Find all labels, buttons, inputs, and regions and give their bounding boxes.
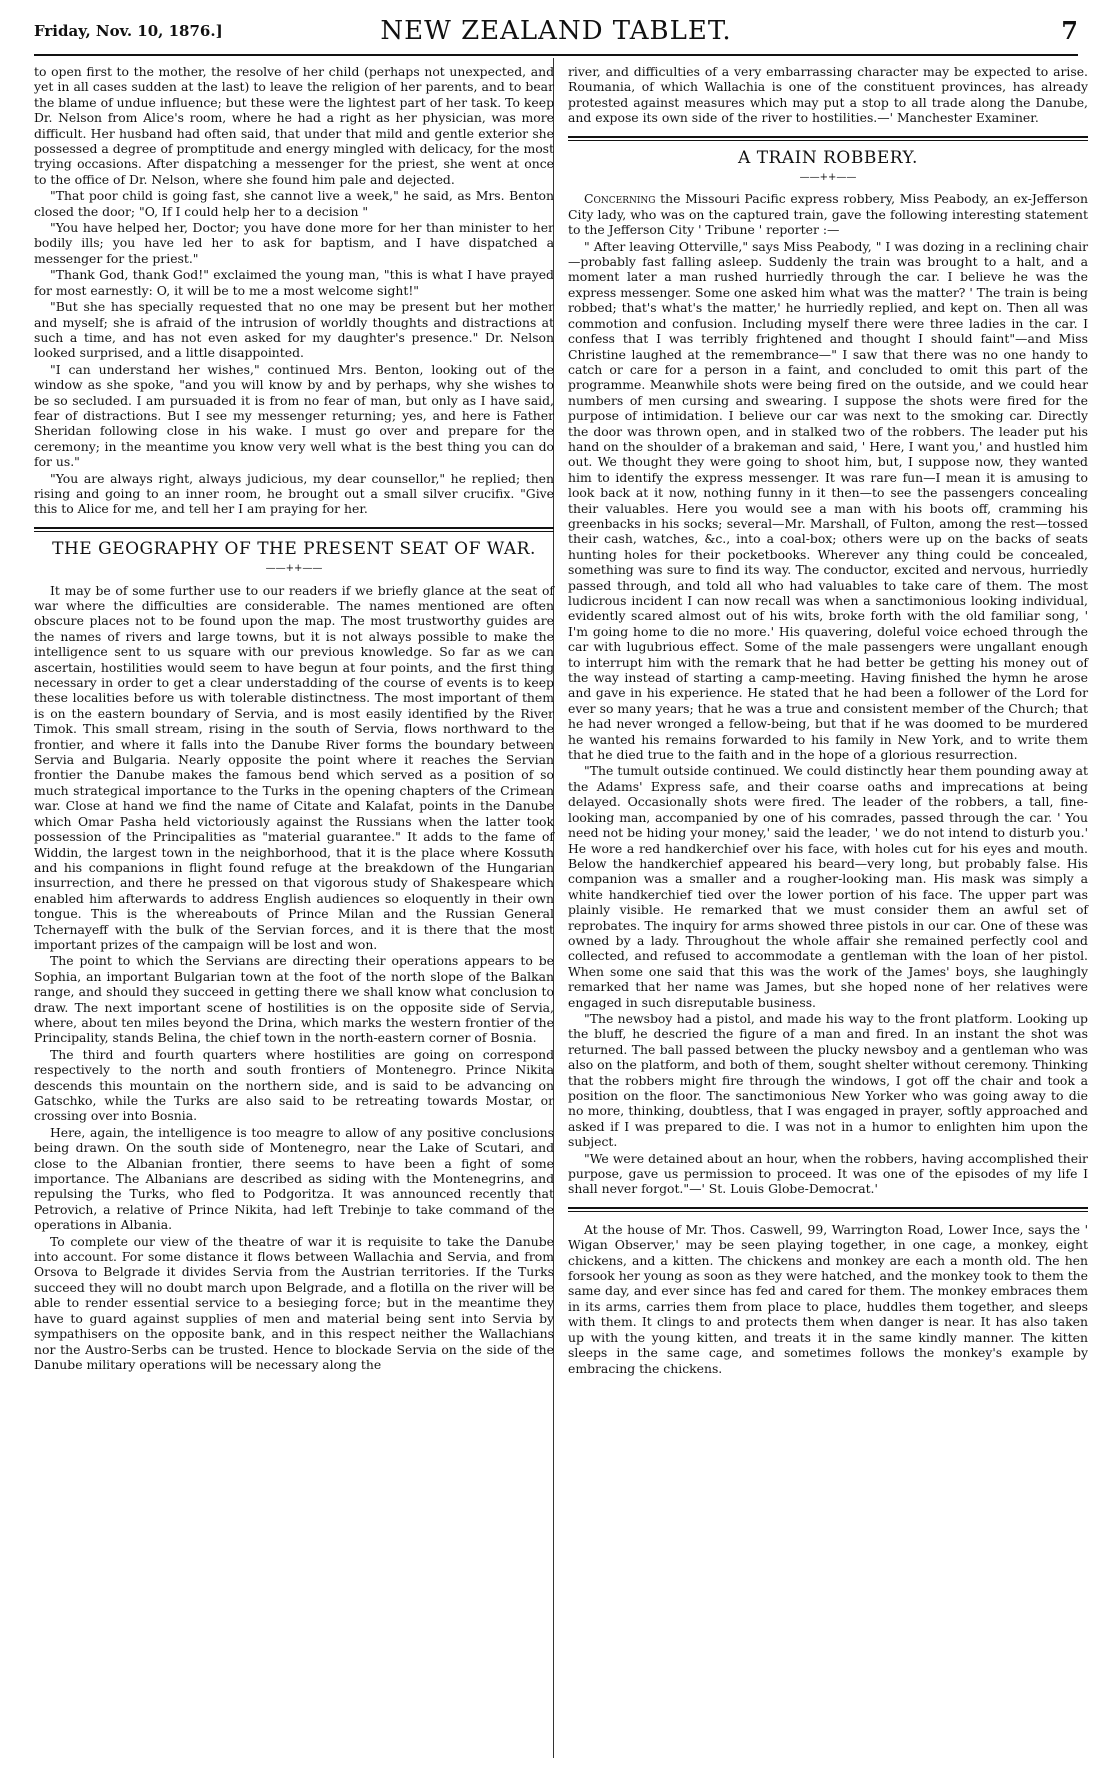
section-divider	[568, 136, 1088, 141]
story-paragraph: "Thank God, thank God!" exclaimed the young man, "this is what I have prayed for most earnestly: O, it will be to me a most welcome sight!"	[34, 267, 554, 298]
story-paragraph: "That poor child is going fast, she cannot live a week," he said, as Mrs. Benton closed the door; "O, If I could help her to a decision "	[34, 188, 554, 219]
story-paragraph: "I can understand her wishes," continued Mrs. Benton, looking out of the window as she spoke, "and you will know by and by perhaps, why she wishes to be so secluded. I am pursuaded it is from no fear of man, but only as I have said, fear of distractions. But I see my messenger returning; yes, and here is Father Sheridan following close in his wake. I must go over and prepare for the ceremony; in the meantime you know very well what is the best thing you can do for us."	[34, 361, 554, 470]
issue-date: Friday, Nov. 10, 1876.]	[34, 22, 223, 40]
article-paragraph: The third and fourth quarters where hostilities are going on correspond respectively to the north and south frontiers of Montenegro. Prince Nikita descends this mountain on the northern side, and is said to be advancing on Gatschko, while the Turks are also said to be retreating towards Mostar, or crossing over into Bosnia.	[34, 1046, 554, 1124]
title-ornament: ——++——	[799, 172, 857, 184]
lead-word: Concerning	[584, 191, 656, 207]
article-paragraph: Here, again, the intelligence is too meagre to allow of any positive conclusions being drawn. On the south side of Montenegro, near the Lake of Scutari, and close to the Albanian frontier, there seems to have been a fight of some importance. The Albanians are described as siding with the Montenegrins, and repulsing the Turks, who fled to Podgoritza. It was announced recently that Petrovich, a relative of Prince Nikita, had left Trebinje to take command of the operations in Albania.	[34, 1124, 554, 1233]
story-paragraph: to open first to the mother, the resolve of her child (perhaps not unexpected, and yet in all cases sudden at the last) to leave the religion of her parents, and to bear the blame of undue influence; but these were the lightest part of her task. To keep Dr. Nelson from Alice's room, where he had a right as her physician, was more difficult. Her husband had often said, that under that mild and gentle exterior she possessed a degree of promptitude and energy mingled with delicacy, for the most trying occasions. After dispatching a messenger for the priest, she went at once to the office of Dr. Nelson, where she found him pale and dejected.	[34, 64, 554, 187]
article-paragraph: To complete our view of the theatre of war it is requisite to take the Danube into account. For some distance it flows between Wallachia and Servia, and from Orsova to Belgrade it divides Servia from the Austrian territories. If the Turks succeed they will no doubt march upon Belgrade, and a flotilla on the river will be able to render essential service to a besieging force; but in the meantime they have to guard against supplies of men and material being sent into Servia by sympathisers on the opposite bank, and in this respect neither the Wallachians nor the Austro-Serbs can be trusted. Hence to blockade Servia on the side of the Danube military operations will be necessary along the	[34, 1233, 554, 1372]
story-paragraph: "But she has specially requested that no one may be present but her mother and myself; she is afraid of the intrusion of worldly thoughts and distractions at such a time, and has not even asked for my daughter's presence." Dr. Nelson looked surprised, and a little disappointed.	[34, 299, 554, 361]
newspaper-title: NEW ZEALAND TABLET.	[380, 16, 732, 46]
monkey-paragraph: At the house of Mr. Thos. Caswell, 99, Warrington Road, Lower Ince, says the ' Wigan Observer,' may be seen playing together, in one cage, a monkey, eight chickens, and a kitten. The chickens and monkey are each a month old. The hen forsook her young as soon as they were hatched, and the monkey took to them the same day, and ever since has fed and cared for them. The monkey embraces them in its arms, carries them from place to place, huddles them together, and sleeps with them. It clings to and protects them when danger is near. It has also taken up with the young kitten, and treats it in the same kindly manner. The kitten sleeps in the same cage, and sometimes follows the monkey's example by embracing the chickens.	[568, 1221, 1088, 1376]
article-title-train-robbery: A TRAIN ROBBERY.	[738, 147, 918, 168]
article-paragraph: "We were detained about an hour, when the robbers, having accomplished their purpose, gave us permission to proceed. It was one of the episodes of my life I shall never forgot."—' St. Louis Globe-Democrat.'	[568, 1150, 1088, 1197]
article-paragraph: It may be of some further use to our readers if we briefly glance at the seat of war where the difficulties are considerable. The names mentioned are often obscure places not to be found upon the map. The most trustworthy guides are the names of rivers and large towns, but it is not always possible to make the intelligence sent to us square with our previous knowledge. So far as we can ascertain, hostilities would seem to have begun at four points, and the first thing necessary in order to get a clear understadding of the course of events is to keep these localities before us with tolerable distinctness. The most important of them is on the eastern boundary of Servia, and is most easily identified by the River Timok. This small stream, rising in the south of Servia, flows northward to the frontier, and where it falls into the Danube River forms the boundary between Servia and Bulgaria. Nearly opposite the point where it reaches the Servian frontier the Danube makes the famous bend which served as a position of so much strategical importance to the Turks in the opening chapters of the Crimean war. Close at hand we find the name of Citate and Kalafat, points in the Danube which Omar Pasha held victoriously against the Russians when the latter took possession of the Principalities as "material guarantee." It adds to the fame of Widdin, the largest town in the neighborhood, that it is the place where Kossuth and his companions in flight found refuge at the breakdown of the Hungarian insurrection, and there he pressed on that vigorous study of Shakespeare which enabled him afterwards to address English audiences so eloquently in their own tongue. This is the whereabouts of Prince Milan and the Russian General Tchernayeff with the bulk of the Servian forces, and it is there that the most important prizes of the campaign will be lost and won.	[34, 582, 554, 952]
story-paragraph: "You are always right, always judicious, my dear counsellor," he replied; then rising and going to an inner room, he brought out a small silver crucifix. "Give this to Alice for me, and tell her I am praying for her.	[34, 470, 554, 517]
title-ornament: ——++——	[265, 563, 323, 575]
section-divider	[568, 1207, 1088, 1212]
article-title-geography: THE GEOGRAPHY OF THE PRESENT SEAT OF WAR.	[52, 538, 536, 559]
article-paragraph: "The tumult outside continued. We could distinctly hear them pounding away at the Adams' Express safe, and their coarse oaths and imprecations at being delayed. Occasionally shots were fired. The leader of the robbers, a tall, fine-looking man, accompanied by one of his comrades, passed through the car. ' You need not be hiding your money,' said the leader, ' we do not intend to disturb you.' He wore a red handkerchief over his face, with holes cut for his eyes and mouth. Below the handkerchief appeared his beard—very long, but probably false. His companion was a smaller and a rougher-looking man. His mask was simply a white handkerchief tied over the lower portion of his face. The upper part was plainly visible. He remarked that we must consider them an awful set of reprobates. The inquiry for arms showed three pistols in our car. One of these was owned by a lady. Throughout the whole affair she remained perfectly cool and collected, and refused to accommodate a gentleman with the loan of her pistol. When some one said that this was the work of the James' boys, she laughingly remarked that her name was James, but she hoped none of her relatives were engaged in such disreputable business.	[568, 763, 1088, 1010]
war-article-continued: river, and difficulties of a very embarrassing character may be expected to arise. Roumania, of which Wallachia is one of the constituent provinces, has already protested against measures which may put a stop to all trade along the Danube, and expose its own side of the river to hostilities.—' Manchester Examiner.	[568, 64, 1088, 126]
lead-text: the Missouri Pacific express robbery, Miss Peabody, an ex-Jefferson City lady, who was on the captured train, gave the following interesting statement to the Jefferson City ' Tribune ' reporter :—	[568, 191, 1088, 238]
article-paragraph: "The newsboy had a pistol, and made his way to the front platform. Looking up the bluff, he descried the figure of a man and fired. In an instant the shot was returned. The ball passed between the plucky newsboy and a gentleman who was also on the platform, and both of them, sought shelter without ceremony. Thinking that the robbers might fire through the windows, I got off the chair and took a position on the floor. The sanctimonious New Yorker who was going away to die no more, thinking, doubtless, that I was engaged in prayer, softly approached and asked if I was prepared to die. I was not in a humor to enlighten him upon the subject.	[568, 1010, 1088, 1150]
article-paragraph: " After leaving Otterville," says Miss Peabody, " I was dozing in a reclining chair—probably fast falling asleep. Suddenly the train was brought to a halt, and a moment later a man rushed hurriedly through the car. I believe he was the express messenger. Some one asked him what was the matter? ' The train is being robbed; that's what's the matter,' he hurriedly replied, and kept on. Then all was commotion and confusion. Including myself there were three ladies in the car. I confess that I was terribly frightened and thought I should faint"—and Miss Christine laughed at the remembrance—" I saw that there was no one handy to catch or care for a person in a faint, and concluded to omit this part of the programme. Meanwhile shots were being fired on the outside, and we could hear numbers of men cursing and swearing. I suppose the shots were fired for the purpose of intimidation. I believe our car was next to the smoking car. Directly the door was thrown open, and in stalked two of the robbers. The leader put his hand on the shoulder of a brakeman and said, ' Here, I want you,' and hustled him out. We thought they were going to shoot him, but, I suppose now, they wanted him to identify the express messenger. It was rare fun—I mean it is amusing to look back at it now, nothing funny in it then—to see the passengers concealing their valuables. Here you would see a man with his boots off, cramming his greenbacks in his socks; several—Mr. Marshall, of Fulton, among the rest—tossed their cash, watches, &c., into a coal-box; others were up on the backs of seats hunting holes for their pocketbooks. Wherever any thing could be concealed, something was sure to find its way. The conductor, excited and nervous, hurriedly passed through, and told all who had valuables to take care of them. The most ludicrous incident I can now recall was when a sanctimonious looking individual, evidently scared almost out of his wits, broke forth with the old familiar song, ' I'm going home to die no more.' His quavering, doleful voice echoed through the car with lugubrious effect. Some of the male passengers were ungallant enough to interrupt him with the remark that he had better be getting his money out of the way instead of starting a camp-meeting. Having finished the hymn he arose and gave in his experience. He stated that he had been a follower of the Lord for ever so many years; that he was a true and consistent member of the Church; that he had never wronged a fellow-being, but that if he was doomed to be murdered he wanted his remains forwarded to his family in New York, and to write them that he died true to the faith and in the hope of a glorious resurrection.	[568, 238, 1088, 763]
left-column	[34, 64, 554, 1373]
section-divider	[34, 527, 554, 532]
story-paragraph: "You have helped her, Doctor; you have done more for her than minister to her bodily ills; you have led her to ask for baptism, and I have dispatched a messenger for the priest."	[34, 220, 554, 266]
page-number: 7	[1061, 16, 1078, 45]
masthead	[34, 8, 1078, 56]
right-column	[568, 64, 1088, 1377]
article-paragraph: The point to which the Servians are directing their operations appears to be Sophia, an important Bulgarian town at the foot of the north slope of the Balkan range, and should they succeed in getting there we shall know what conclusion to draw. The next important scene of hostilities is on the opposite side of Servia, where, about ten miles beyond the Drina, which marks the western frontier of the Principality, stands Belina, the chief town in the north-eastern corner of Bosnia.	[34, 953, 554, 1046]
